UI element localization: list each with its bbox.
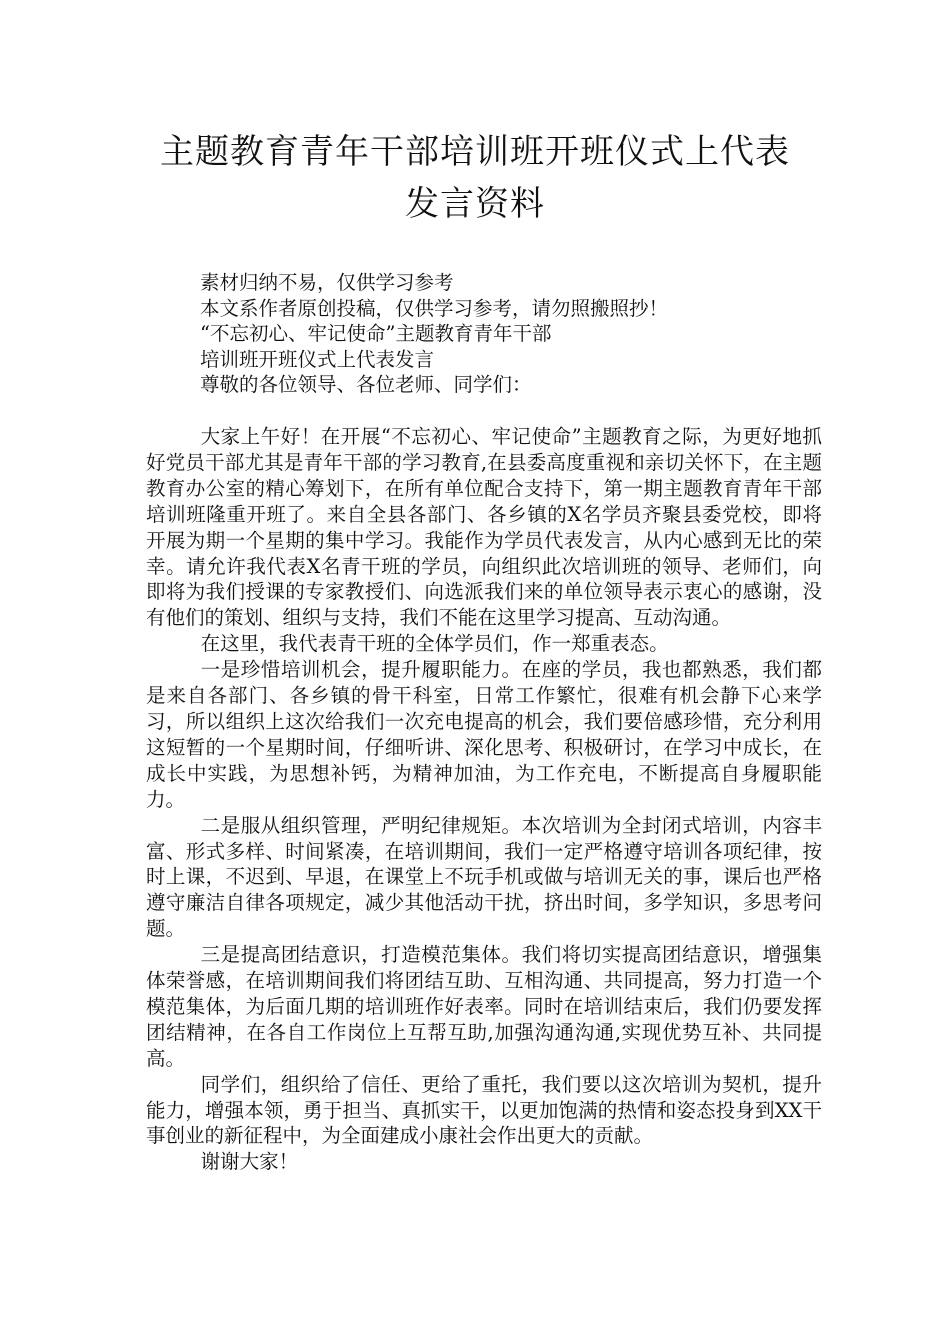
title-line-2: 发言资料 [405,184,545,224]
body-paragraph: 大家上午好！在开展“不忘初心、牢记使命”主题教育之际，为更好地抓好党员干部尤其是青年干部的学习教育,在县委高度重视和亲切关怀下，在主题教育办公室的精心筹划下，在所有单位配合支持下，第一期主题教育青年干部培训班隆重开班了。来自全县各部门、各乡镇的X名学员齐聚县委党校，即将开展为期一个星期的集中学习。我能作为学员代表发言，从内心感到无比的荣幸。请允许我代表X名青干班的学员，向组织此次培训班的领导、老师们，向即将为我们授课的专家教授们、向选派我们来的单位领导表示衷心的感谢，没有他们的策划、组织与支持，我们不能在这里学习提高、互动沟通。 [146,425,822,630]
body-paragraph: 在这里，我代表青干班的全体学员们，作一郑重表态。 [200,632,669,656]
body-paragraph: 二是服从组织管理，严明纪律规矩。本次培训为全封闭式培训，内容丰富、形式多样、时间紧凑，在培训期间，我们一定严格遵守培训各项纪律，按时上课，不迟到、早退，在课堂上不玩手机或做与培训无关的事，课后也严格遵守廉洁自律各项规定，减少其他活动干扰，挤出时间，多学知识，多思考问题。 [146,813,822,941]
speech-body [146,424,822,1175]
document-title [100,126,850,230]
intro-line: “不忘初心、牢记使命”主题教育青年干部 [200,322,552,345]
title-line-1: 主题教育青年干部培训班开班仪式上代表 [160,132,790,172]
body-paragraph: 三是提高团结意识，打造模范集体。我们将切实提高团结意识，增强集体荣誉感，在培训期间我们将团结互助、互相沟通、共同提高，努力打造一个模范集体，为后面几期的培训班作好表率。同时在培训结束后，我们仍要发挥团结精神，在各自工作岗位上互帮互助,加强沟通沟通,实现优势互补、共同提高。 [146,943,822,1070]
body-paragraph: 一是珍惜培训机会，提升履职能力。在座的学员，我也都熟悉，我们都是来自各部门、各乡镇的骨干科室，日常工作繁忙，很难有机会静下心来学习，所以组织上这次给我们一次充电提高的机会，我们要倍感珍惜，充分利用这短暂的一个星期时间，仔细听讲、深化思考、积极研讨，在学习中成长，在成长中实践，为思想补钙，为精神加油，为工作充电，不断提高自身履职能力。 [146,658,822,811]
intro-line: 素材归纳不易，仅供学习参考 [200,271,454,294]
intro-line: 本文系作者原创投稿，仅供学习参考，请勿照搬照抄！ [200,296,669,320]
closing-line: 谢谢大家！ [200,1150,299,1174]
intro-line: 培训班开班仪式上代表发言 [200,347,435,371]
intro-line: 尊敬的各位领导、各位老师、同学们： [200,373,532,396]
intro-block [200,270,840,398]
body-paragraph: 同学们，组织给了信任、更给了重托，我们要以这次培训为契机，提升能力，增强本领，勇于担当、真抓实干，以更加饱满的热情和姿态投身到XX干事创业的新征程中，为全面建成小康社会作出更大的贡献。 [146,1072,822,1148]
